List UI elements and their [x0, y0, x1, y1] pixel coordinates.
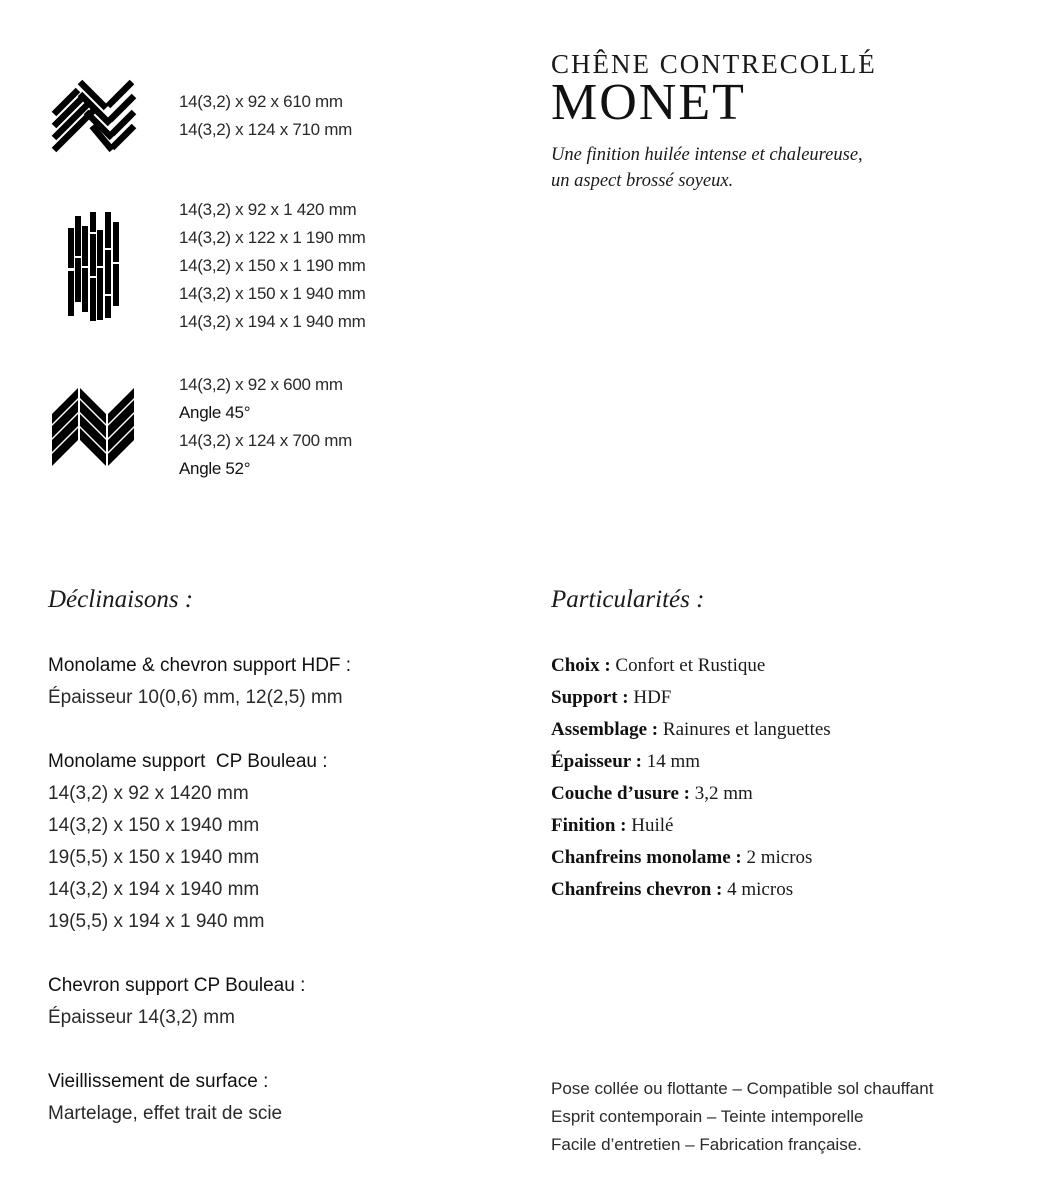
declinaisons-heading: Déclinaisons :: [48, 586, 194, 613]
declinaison-title: Monolame & chevron support HDF :: [48, 655, 352, 676]
spec-label: Couche d’usure :: [551, 783, 690, 804]
footer-notes: [551, 1075, 933, 1159]
format-angle: Angle 45°: [179, 403, 251, 422]
spec-value: Huilé: [631, 815, 674, 836]
format-dimension: 14(3,2) x 150 x 1 940 mm: [179, 284, 366, 303]
format-dimension: 14(3,2) x 92 x 600 mm: [179, 375, 343, 394]
format-dimension: 14(3,2) x 150 x 1 190 mm: [179, 256, 366, 275]
footer-note: Pose collée ou flottante – Compatible sol chauffant: [551, 1079, 934, 1098]
product-title-block: [551, 48, 1011, 194]
spec-row-support: [551, 682, 1011, 714]
format-dimension: 14(3,2) x 92 x 1 420 mm: [179, 200, 357, 219]
declinaison-title: Monolame support CP Bouleau :: [48, 751, 328, 772]
spec-value: HDF: [633, 687, 672, 708]
declinaison-line: 14(3,2) x 92 x 1420 mm: [48, 783, 249, 804]
format-dimension: 14(3,2) x 92 x 610 mm: [179, 92, 343, 111]
product-name: MONET: [551, 74, 746, 131]
declinaison-line: Épaisseur 14(3,2) mm: [48, 1007, 235, 1028]
particularites-heading: Particularités :: [551, 586, 705, 613]
spec-value: 4 micros: [727, 879, 794, 900]
declinaison-line: 14(3,2) x 150 x 1940 mm: [48, 815, 260, 836]
particularites-section: [551, 650, 1011, 906]
spec-value: 14 mm: [646, 751, 701, 772]
declinaison-line: Martelage, effet trait de scie: [48, 1103, 283, 1124]
declinaison-line: 14(3,2) x 194 x 1940 mm: [48, 879, 260, 900]
declinaison-group: [48, 650, 508, 714]
spec-label: Choix :: [551, 655, 611, 676]
spec-label: Chanfreins chevron :: [551, 879, 723, 900]
footer-note: Esprit contemporain – Teinte intemporelle: [551, 1107, 864, 1126]
chevron-pattern-icon: [52, 386, 136, 470]
declinaison-group: [48, 1066, 508, 1130]
spec-row-chanfreins-chevron: [551, 874, 1011, 906]
format-angle: Angle 52°: [179, 459, 251, 478]
product-category: CHÊNE CONTRECOLLÉ: [551, 49, 877, 79]
format-dimension: 14(3,2) x 122 x 1 190 mm: [179, 228, 366, 247]
tagline-line: Une finition huilée intense et chaleureuse,: [551, 145, 863, 165]
declinaison-title: Vieillissement de surface :: [48, 1071, 269, 1092]
format-dimension: 14(3,2) x 194 x 1 940 mm: [179, 312, 366, 331]
declinaison-line: 19(5,5) x 194 x 1 940 mm: [48, 911, 265, 932]
declinaison-line: 19(5,5) x 150 x 1940 mm: [48, 847, 260, 868]
spec-label: Chanfreins monolame :: [551, 847, 742, 868]
declinaisons-section: [48, 650, 508, 1162]
spec-value: Confort et Rustique: [615, 655, 766, 676]
product-tagline: [551, 142, 1011, 194]
straight-plank-pattern-icon: [68, 210, 124, 322]
declinaison-group: [48, 746, 508, 938]
spec-label: Assemblage :: [551, 719, 659, 740]
spec-row-assemblage: [551, 714, 1011, 746]
declinaison-group: [48, 970, 508, 1034]
footer-note: Facile d’entretien – Fabrication française.: [551, 1135, 862, 1154]
tagline-line: un aspect brossé soyeux.: [551, 171, 734, 191]
format-dimension: 14(3,2) x 124 x 710 mm: [179, 120, 352, 139]
spec-row-couche-usure: [551, 778, 1011, 810]
format-dimensions-list: [179, 196, 366, 336]
spec-value: Rainures et languettes: [662, 719, 831, 740]
spec-row-epaisseur: [551, 746, 1011, 778]
spec-row-finition: [551, 810, 1011, 842]
spec-value: 2 micros: [746, 847, 813, 868]
spec-row-chanfreins-monolame: [551, 842, 1011, 874]
format-dimensions-list: [179, 371, 352, 483]
spec-value: 3,2 mm: [694, 783, 753, 804]
herringbone-pattern-icon: [50, 76, 138, 158]
format-dimensions-list: [179, 88, 352, 144]
declinaison-title: Chevron support CP Bouleau :: [48, 975, 306, 996]
spec-label: Épaisseur :: [551, 751, 642, 772]
spec-label: Finition :: [551, 815, 627, 836]
declinaison-line: Épaisseur 10(0,6) mm, 12(2,5) mm: [48, 687, 343, 708]
spec-row-choix: [551, 650, 1011, 682]
spec-label: Support :: [551, 687, 629, 708]
format-dimension: 14(3,2) x 124 x 700 mm: [179, 431, 352, 450]
